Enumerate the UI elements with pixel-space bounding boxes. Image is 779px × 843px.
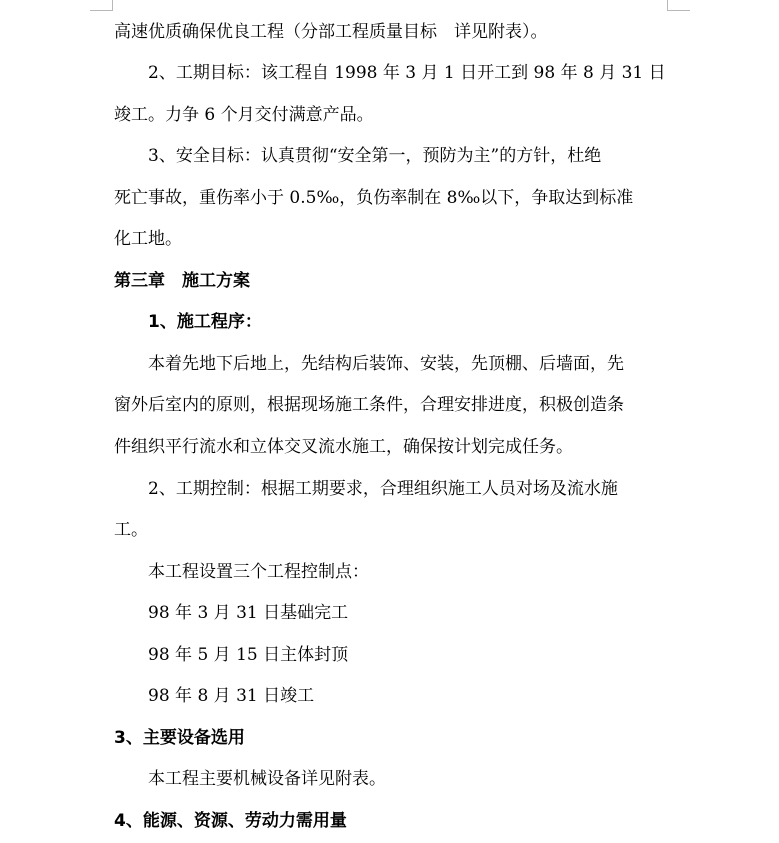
- control-points-intro: 本工程设置三个工程控制点：: [148, 562, 369, 582]
- schedule-target-line-2: 竣工。力争 6 个月交付满意产品。: [114, 105, 374, 125]
- resource-demand-heading: 4、能源、资源、劳动力需用量: [114, 811, 347, 831]
- control-point-main-structure: 98 年 5 月 15 日主体封顶: [148, 645, 349, 665]
- construction-procedure-heading: 1、施工程序：: [148, 312, 262, 332]
- crop-mark-right: [667, 0, 690, 11]
- schedule-control-line-1: 2、工期控制：根据工期要求，合理组织施工人员对场及流水施: [148, 479, 618, 499]
- crop-mark-left: [90, 0, 113, 11]
- safety-target-line-1: 3、安全目标：认真贯彻“安全第一，预防为主”的方针，杜绝: [148, 146, 602, 166]
- quality-target-line: 高速优质确保优良工程（分部工程质量目标 详见附表）。: [114, 22, 548, 42]
- safety-target-line-2: 死亡事故，重伤率小于 0.5‰，负伤率制在 8‰以下，争取达到标准: [114, 188, 634, 208]
- procedure-paragraph-line-1: 本着先地下后地上，先结构后装饰、安装，先顶棚、后墙面，先: [148, 354, 624, 374]
- schedule-target-line-1: 2、工期目标：该工程自 1998 年 3 月 1 日开工到 98 年 8 月 31 日: [148, 63, 666, 83]
- control-point-completion: 98 年 8 月 31 日竣工: [148, 686, 315, 706]
- procedure-paragraph-line-3: 件组织平行流水和立体交叉流水施工，确保按计划完成任务。: [114, 437, 573, 457]
- equipment-selection-heading: 3、主要设备选用: [114, 728, 245, 748]
- schedule-control-line-2: 工。: [114, 520, 148, 540]
- procedure-paragraph-line-2: 窗外后室内的原则，根据现场施工条件，合理安排进度，积极创造条: [114, 395, 624, 415]
- safety-target-line-3: 化工地。: [114, 229, 182, 249]
- control-point-foundation: 98 年 3 月 31 日基础完工: [148, 603, 349, 623]
- equipment-paragraph: 本工程主要机械设备详见附表。: [148, 769, 386, 789]
- chapter-three-heading: 第三章 施工方案: [114, 271, 250, 291]
